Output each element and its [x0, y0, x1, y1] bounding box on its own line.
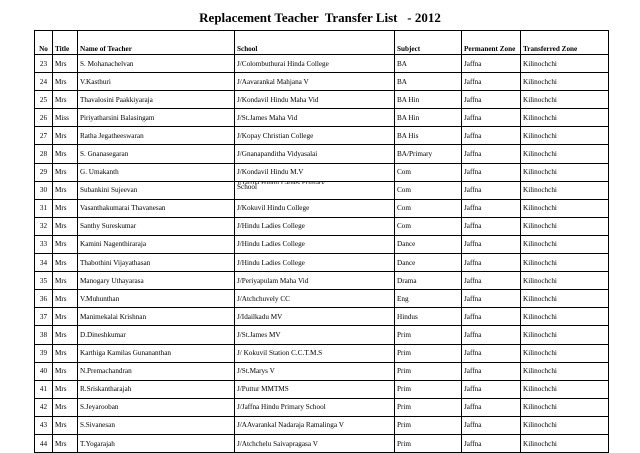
cell-school: J/Periyapulam Maha Vid: [235, 272, 395, 290]
cell-subject: Prim: [395, 326, 462, 344]
cell-permanent-zone: Jaffna: [462, 199, 521, 217]
cell-subject: Prim: [395, 434, 462, 452]
cell-title: Mrs: [53, 199, 78, 217]
cell-no: 28: [35, 145, 53, 163]
cell-teacher-name: Santhy Sureskumar: [78, 217, 235, 235]
cell-title: Mrs: [53, 398, 78, 416]
cell-subject: BA/Primary: [395, 145, 462, 163]
cell-title: Mrs: [53, 163, 78, 181]
cell-title: Mrs: [53, 235, 78, 253]
cell-subject: Eng: [395, 290, 462, 308]
header-transferred-zone: Transferred Zone: [521, 31, 609, 55]
cell-no: 33: [35, 235, 53, 253]
cell-teacher-name: S.Jeyarooban: [78, 398, 235, 416]
cell-title: Miss: [53, 109, 78, 127]
table-row: [35, 199, 609, 217]
cell-school: J/St.James MV: [235, 326, 395, 344]
cell-school: J/Hindu Ladies College: [235, 217, 395, 235]
cell-title: Mrs: [53, 362, 78, 380]
cell-teacher-name: V.Kasthuri: [78, 73, 235, 91]
cell-school: J/Colombuthurai Hinda College: [235, 55, 395, 73]
cell-no: 25: [35, 91, 53, 109]
cell-teacher-name: N.Premachandran: [78, 362, 235, 380]
cell-title: Mrs: [53, 380, 78, 398]
header-no: No: [35, 31, 53, 55]
cell-school: J/Kondavil Hindu M.V: [235, 163, 395, 181]
cell-school: J/Gnanapanditha Vidyasalai: [235, 145, 395, 163]
cell-permanent-zone: Jaffna: [462, 163, 521, 181]
cell-no: 30: [35, 181, 53, 199]
table-row: [35, 308, 609, 326]
cell-teacher-name: Kamini Nagenthiraraja: [78, 235, 235, 253]
cell-permanent-zone: Jaffna: [462, 362, 521, 380]
cell-permanent-zone: Jaffna: [462, 380, 521, 398]
table-row: [35, 254, 609, 272]
cell-no: 39: [35, 344, 53, 362]
cell-transferred-zone: Kilinochchi: [521, 127, 609, 145]
cell-teacher-name: Subankini Sujeevan: [78, 181, 235, 199]
page-title: Replacement Teacher Transfer List - 2012: [199, 10, 441, 25]
table-row: [35, 416, 609, 434]
cell-school: J/Atchchelu Saivapragasa V: [235, 434, 395, 452]
cell-teacher-name: G. Umakanth: [78, 163, 235, 181]
cell-teacher-name: Manimekalai Krishnan: [78, 308, 235, 326]
table-row: [35, 344, 609, 362]
table-row: [35, 398, 609, 416]
cell-transferred-zone: Kilinochchi: [521, 344, 609, 362]
cell-title: Mrs: [53, 145, 78, 163]
cell-transferred-zone: Kilinochchi: [521, 73, 609, 91]
cell-permanent-zone: Jaffna: [462, 127, 521, 145]
cell-school: J/Atchchuvely CC: [235, 290, 395, 308]
cell-title: Mrs: [53, 272, 78, 290]
cell-subject: Prim: [395, 380, 462, 398]
cell-subject: BA Hin: [395, 91, 462, 109]
cell-title: Mrs: [53, 308, 78, 326]
cell-transferred-zone: Kilinochchi: [521, 362, 609, 380]
cell-transferred-zone: Kilinochchi: [521, 199, 609, 217]
cell-no: 40: [35, 362, 53, 380]
table-row: [35, 109, 609, 127]
cell-permanent-zone: Jaffna: [462, 344, 521, 362]
cell-transferred-zone: Kilinochchi: [521, 326, 609, 344]
cell-school: J/Kondavil Hindu Maha Vid: [235, 91, 395, 109]
cell-title: Mrs: [53, 127, 78, 145]
cell-no: 31: [35, 199, 53, 217]
cell-title: Mrs: [53, 217, 78, 235]
header-permanent-zone: Permanent Zone: [462, 31, 521, 55]
cell-school: J/St.James Maha Vid: [235, 109, 395, 127]
cell-school: [235, 181, 395, 199]
cell-no: 34: [35, 254, 53, 272]
cell-school: J/Puttur MMTMS: [235, 380, 395, 398]
table-row: [35, 434, 609, 452]
cell-permanent-zone: Jaffna: [462, 416, 521, 434]
cell-permanent-zone: Jaffna: [462, 398, 521, 416]
cell-teacher-name: Thabothini Vijayathasan: [78, 254, 235, 272]
cell-subject: Prim: [395, 416, 462, 434]
cell-permanent-zone: Jaffna: [462, 272, 521, 290]
cell-teacher-name: D.Dineshkumar: [78, 326, 235, 344]
cell-title: Mrs: [53, 326, 78, 344]
cell-no: 24: [35, 73, 53, 91]
cell-permanent-zone: Jaffna: [462, 181, 521, 199]
cell-subject: BA: [395, 55, 462, 73]
table-row: [35, 163, 609, 181]
cell-permanent-zone: Jaffna: [462, 73, 521, 91]
cell-permanent-zone: Jaffna: [462, 109, 521, 127]
cell-teacher-name: V.Muhunthan: [78, 290, 235, 308]
cell-permanent-zone: Jaffna: [462, 55, 521, 73]
cell-transferred-zone: Kilinochchi: [521, 109, 609, 127]
cell-school: J/Jaffna Hindu Primary School: [235, 398, 395, 416]
school-line-2: School: [237, 182, 257, 191]
cell-permanent-zone: Jaffna: [462, 434, 521, 452]
cell-transferred-zone: Kilinochchi: [521, 55, 609, 73]
cell-subject: Dance: [395, 235, 462, 253]
cell-no: 27: [35, 127, 53, 145]
table-row: [35, 145, 609, 163]
cell-subject: Hindus: [395, 308, 462, 326]
cell-transferred-zone: Kilinochchi: [521, 217, 609, 235]
cell-permanent-zone: Jaffna: [462, 235, 521, 253]
cell-teacher-name: S.Sivanesan: [78, 416, 235, 434]
cell-permanent-zone: Jaffna: [462, 290, 521, 308]
table-row: [35, 181, 609, 199]
cell-no: 37: [35, 308, 53, 326]
cell-subject: Prim: [395, 344, 462, 362]
cell-transferred-zone: Kilinochchi: [521, 434, 609, 452]
cell-transferred-zone: Kilinochchi: [521, 416, 609, 434]
cell-teacher-name: Vasanthakumarai Thavanesan: [78, 199, 235, 217]
cell-teacher-name: S. Gnanasegaran: [78, 145, 235, 163]
cell-transferred-zone: Kilinochchi: [521, 145, 609, 163]
cell-teacher-name: Karthiga Kamilas Gunananthan: [78, 344, 235, 362]
cell-title: Mrs: [53, 344, 78, 362]
cell-title: Mrs: [53, 91, 78, 109]
cell-no: 23: [35, 55, 53, 73]
cell-school: J/Hindu Ladies College: [235, 235, 395, 253]
cell-school: J/AAvarankal Nadaraja Ramalinga V: [235, 416, 395, 434]
cell-teacher-name: Piriyatharsini Balasingam: [78, 109, 235, 127]
table-row: [35, 290, 609, 308]
cell-subject: Com: [395, 181, 462, 199]
cell-transferred-zone: Kilinochchi: [521, 235, 609, 253]
table-row: [35, 380, 609, 398]
cell-school: J/Kokuvil Hindu College: [235, 199, 395, 217]
cell-permanent-zone: Jaffna: [462, 91, 521, 109]
header-name: Name of Teacher: [78, 31, 235, 55]
cell-subject: BA: [395, 73, 462, 91]
table-row: [35, 73, 609, 91]
cell-school: J/ Kokuvil Station C.C.T.M.S: [235, 344, 395, 362]
table-row: [35, 326, 609, 344]
cell-teacher-name: T.Yogarajah: [78, 434, 235, 452]
cell-no: 35: [35, 272, 53, 290]
cell-no: 41: [35, 380, 53, 398]
table-row: [35, 272, 609, 290]
cell-title: Mrs: [53, 55, 78, 73]
header-subject: Subject: [395, 31, 462, 55]
cell-school: J/St.Marys V: [235, 362, 395, 380]
cell-subject: Com: [395, 217, 462, 235]
cell-teacher-name: Ratha Jegatheeswaran: [78, 127, 235, 145]
cell-school: J/Kopay Christian College: [235, 127, 395, 145]
cell-transferred-zone: Kilinochchi: [521, 290, 609, 308]
cell-subject: Dance: [395, 254, 462, 272]
cell-no: 36: [35, 290, 53, 308]
cell-permanent-zone: Jaffna: [462, 308, 521, 326]
cell-subject: BA His: [395, 127, 462, 145]
table-row: [35, 127, 609, 145]
cell-subject: BA Hin: [395, 109, 462, 127]
table-row: [35, 217, 609, 235]
cell-no: 38: [35, 326, 53, 344]
cell-title: Mrs: [53, 290, 78, 308]
cell-teacher-name: Thavalosini Paakkiyaraja: [78, 91, 235, 109]
cell-transferred-zone: Kilinochchi: [521, 398, 609, 416]
cell-no: 44: [35, 434, 53, 452]
cell-teacher-name: Manogary Uthayarasa: [78, 272, 235, 290]
cell-subject: Drama: [395, 272, 462, 290]
table-row: [35, 91, 609, 109]
cell-title: Mrs: [53, 416, 78, 434]
cell-transferred-zone: Kilinochchi: [521, 272, 609, 290]
cell-transferred-zone: Kilinochchi: [521, 380, 609, 398]
table-header-row: [35, 31, 609, 55]
cell-no: 43: [35, 416, 53, 434]
cell-permanent-zone: Jaffna: [462, 217, 521, 235]
table-row: [35, 235, 609, 253]
cell-permanent-zone: Jaffna: [462, 254, 521, 272]
header-school: School: [235, 31, 395, 55]
cell-title: Mrs: [53, 254, 78, 272]
table-row: [35, 362, 609, 380]
table-row: [35, 55, 609, 73]
header-title: Title: [53, 31, 78, 55]
cell-school: J/Hindu Ladies College: [235, 254, 395, 272]
cell-transferred-zone: Kilinochchi: [521, 163, 609, 181]
cell-no: 29: [35, 163, 53, 181]
cell-transferred-zone: Kilinochchi: [521, 254, 609, 272]
cell-no: 32: [35, 217, 53, 235]
cell-school: J/Aavarankal Mahjana V: [235, 73, 395, 91]
cell-title: Mrs: [53, 73, 78, 91]
cell-subject: Prim: [395, 398, 462, 416]
cell-transferred-zone: Kilinochchi: [521, 308, 609, 326]
cell-school: J/Idailkadu MV: [235, 308, 395, 326]
cell-permanent-zone: Jaffna: [462, 326, 521, 344]
cell-teacher-name: R.Sriskantharajah: [78, 380, 235, 398]
cell-permanent-zone: Jaffna: [462, 145, 521, 163]
cell-transferred-zone: Kilinochchi: [521, 181, 609, 199]
cell-subject: Com: [395, 199, 462, 217]
cell-transferred-zone: Kilinochchi: [521, 91, 609, 109]
cell-title: Mrs: [53, 181, 78, 199]
cell-no: 26: [35, 109, 53, 127]
cell-subject: Prim: [395, 362, 462, 380]
cell-subject: Com: [395, 163, 462, 181]
cell-no: 42: [35, 398, 53, 416]
cell-teacher-name: S. Mohanachelvan: [78, 55, 235, 73]
cell-title: Mrs: [53, 434, 78, 452]
transfer-table: [34, 30, 609, 453]
